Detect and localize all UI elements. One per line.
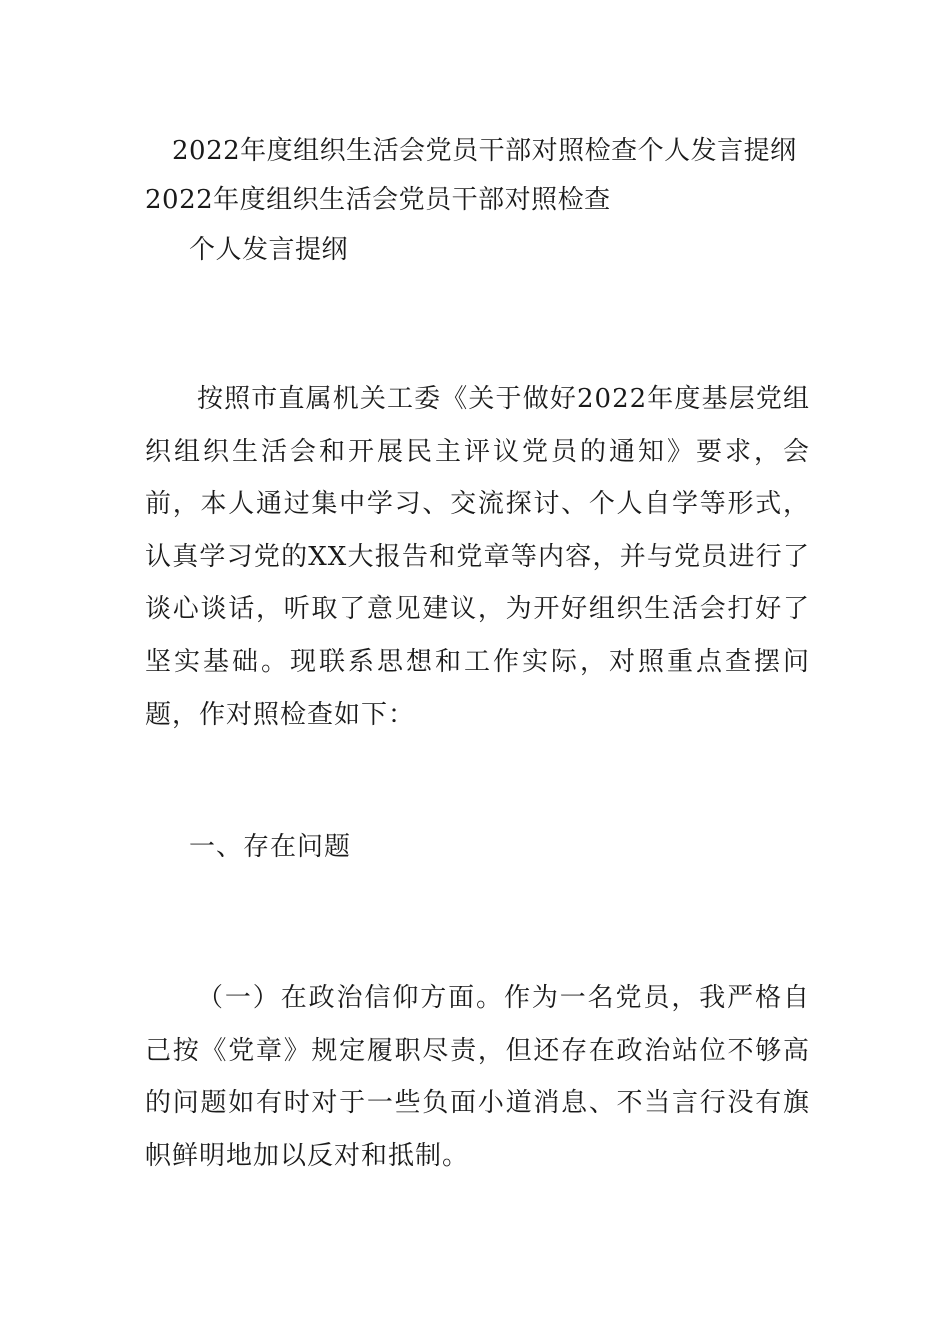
subsection-paragraph-political-belief: （一）在政治信仰方面。作为一名党员，我严格自己按《党章》规定履职尽责，但还存在政治站位不够高的问题如有时对于一些负面小道消息、不当言行没有旗帜鲜明地加以反对和抵制。 <box>145 983 810 1171</box>
title-line-2: 2022年度组织生活会党员干部对照检查 <box>145 185 611 215</box>
title-line-3: 个人发言提纲 <box>189 235 349 265</box>
title-line-1: 2022年度组织生活会党员干部对照检查个人发言提纲 <box>172 136 797 166</box>
intro-paragraph: 按照市直属机关工委《关于做好2022年度基层党组织组织生活会和开展民主评议党员的通知》要求，会前，本人通过集中学习、交流探讨、个人自学等形式，认真学习党的XX大报告和党章等内容，并与党员进行了谈心谈话，听取了意见建议，为开好组织生活会打好了坚实基础。现联系思想和工作实际，对照重点查摆问题，作对照检查如下： <box>145 384 810 730</box>
section-heading-problems: 一、存在问题 <box>189 832 352 862</box>
